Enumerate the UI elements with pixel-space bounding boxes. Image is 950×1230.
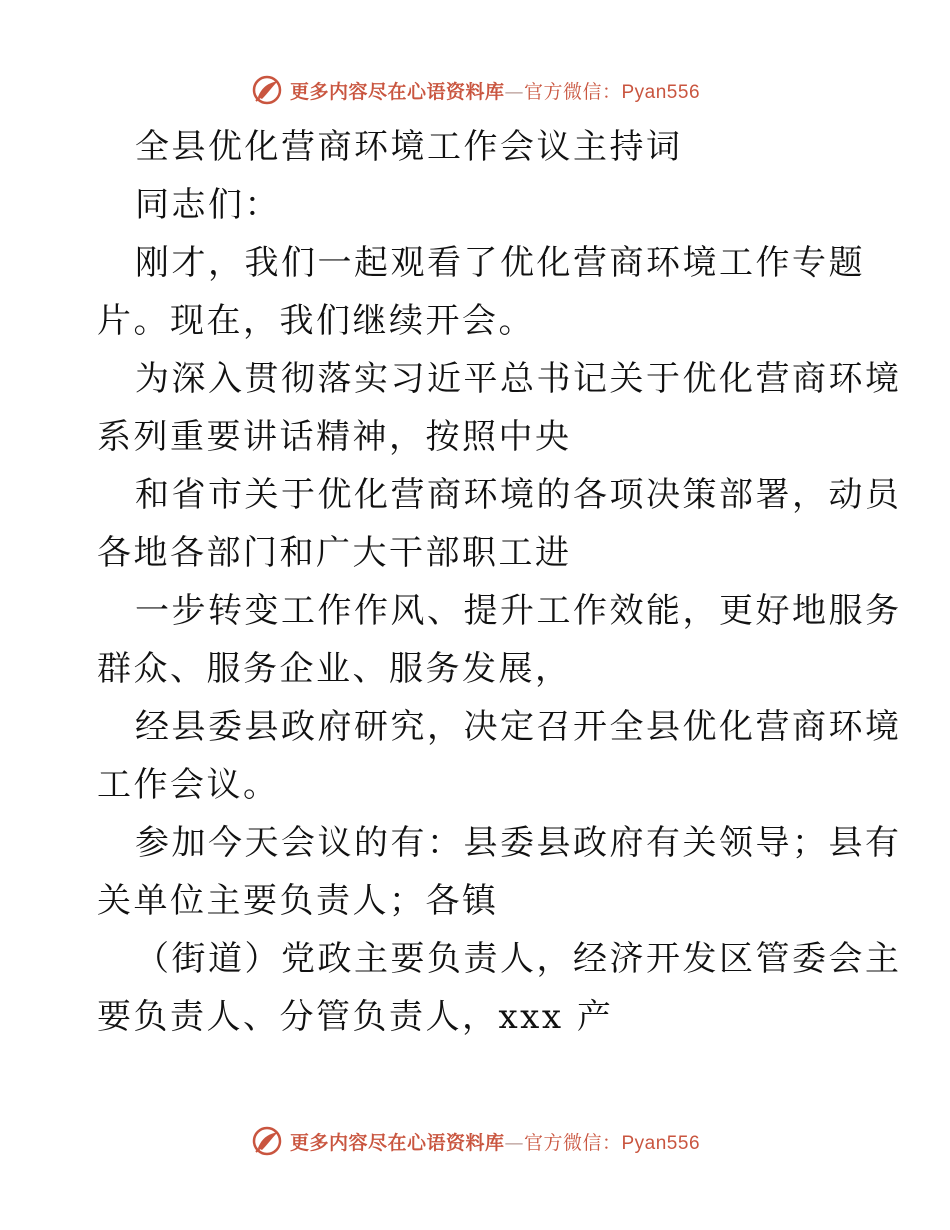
watermark-wechat-label: 官方微信：	[523, 1131, 622, 1154]
watermark-site-text: 更多内容尽在心语资料库	[289, 80, 505, 103]
paragraph-line: 参加今天会议的有：县委县政府有关领导；县有	[135, 823, 902, 863]
watermark-wechat-label: 官方微信：	[523, 80, 622, 103]
paragraph-line: 关单位主要负责人；各镇	[97, 881, 499, 921]
watermark-separator: —	[504, 80, 524, 103]
paragraph-line: 刚才，我们一起观看了优化营商环境工作专题	[135, 243, 865, 283]
paragraph-line: 经县委县政府研究，决定召开全县优化营商环境	[135, 707, 902, 747]
paragraph-line: 系列重要讲话精神，按照中央	[97, 417, 572, 457]
footer-watermark	[0, 1123, 950, 1159]
pen-logo-icon	[250, 1124, 284, 1158]
watermark-site-text: 更多内容尽在心语资料库	[289, 1131, 505, 1154]
paragraph-line: 片。现在，我们继续开会。	[97, 301, 535, 341]
salutation: 同志们：	[135, 185, 281, 225]
header-watermark	[0, 72, 950, 108]
paragraph-line: 为深入贯彻落实习近平总书记关于优化营商环境	[135, 359, 902, 399]
paragraph-line: 工作会议。	[97, 765, 280, 805]
watermark-separator: —	[504, 1131, 524, 1154]
document-title: 全县优化营商环境工作会议主持词	[135, 127, 683, 167]
paragraph-line: 一步转变工作作风、提升工作效能，更好地服务	[135, 591, 902, 631]
paragraph-line: 群众、服务企业、服务发展，	[97, 649, 572, 689]
paragraph-line: 各地各部门和广大干部职工进	[97, 533, 572, 573]
pen-logo-icon	[250, 73, 284, 107]
watermark-text	[290, 77, 700, 104]
paragraph-line: 和省市关于优化营商环境的各项决策部署，动员	[135, 475, 902, 515]
watermark-text	[290, 1128, 700, 1155]
document-body	[97, 118, 902, 1046]
watermark-wechat-id: Pyan556	[621, 1132, 701, 1154]
paragraph-line: （街道）党政主要负责人，经济开发区管委会主	[135, 939, 902, 979]
watermark-wechat-id: Pyan556	[621, 81, 701, 103]
paragraph-line: 要负责人、分管负责人，xxx 产	[97, 997, 614, 1037]
